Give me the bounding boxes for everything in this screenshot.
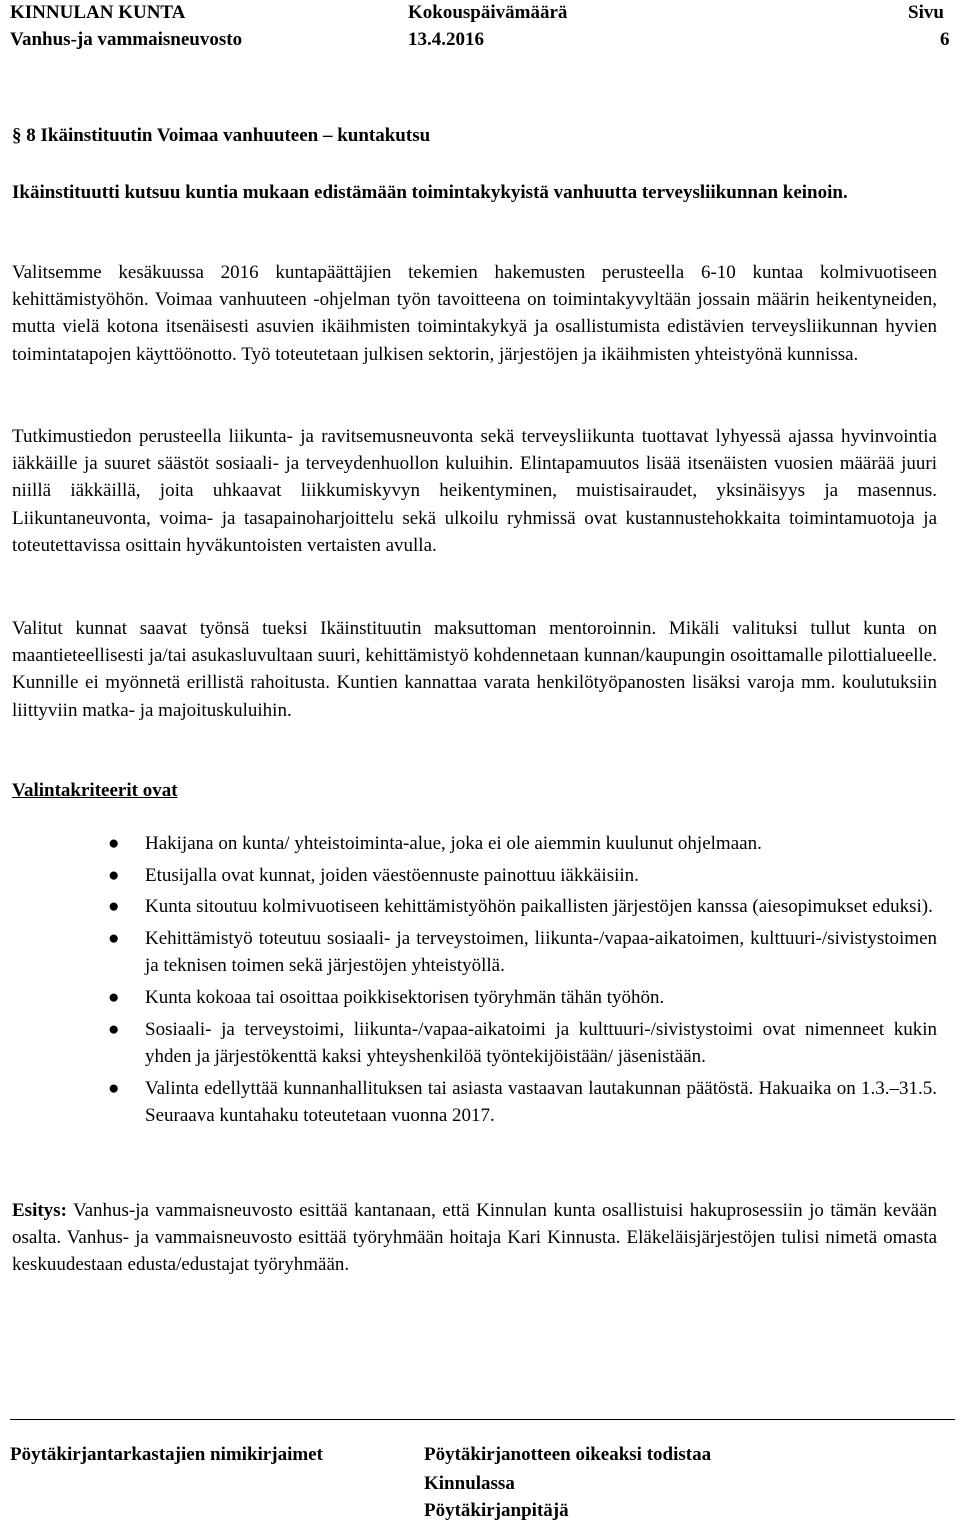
footer-certified-label: Pöytäkirjanotteen oikeaksi todistaa [424,1444,712,1465]
paragraph-1: Valitsemme kesäkuussa 2016 kuntapäättäjien tekemien hakemusten perusteella 6-10 kuntaa kolmivuotiseen kehittämistyöhön. Voimaa vanhuuteen -ohjelman työn tavoitteena on toimintakyvyltään jossain määrin heikentyneiden, mutta vielä kotona itsenäisesti asuvien ikäihmisten toimintakykyä ja osallistumista edistävien terveysliikunnan hyvien toimintatapojen käyttöönotto. Työ toteutetaan julkisen sektorin, järjestöjen ja ikäihmisten yhteistyönä kunnissa. [12,262,937,365]
bullet-icon: ● [108,1018,120,1040]
proposal-label: Esitys: [12,1200,67,1221]
footer-place: Kinnulassa [424,1473,515,1494]
paragraph-2: Tutkimustiedon perusteella liikunta- ja ravitsemusneuvonta sekä terveysliikunta tuottavat lyhyessä ajassa hyvinvointia iäkkäille ja suuret säästöt sosiaali- ja terveydenhuollon kuluihin. Elintapamuutos lisää itsenäisten vuosien määrää juuri niillä iäkkäillä, joita uhkaavat liikkumiskyvyn heikentyminen, muistisairaudet, yksinäisyys ja masennus. Liikuntaneuvonta, voima- ja tasapainoharjoittelu sekä ulkoilu ryhmissä ovat kustannustehokkaita toimintamuotoja ja toteutettavissa osittain hyväkuntoisten vertaisten avulla. [12,426,937,556]
criteria-list [0,830,937,1134]
page-number: 6 [940,29,950,50]
footer-divider [10,1419,955,1420]
bullet-icon: ● [108,833,120,854]
proposal-paragraph [12,1197,937,1279]
list-item: ● Valinta edellyttää kunnanhallituksen tai asiasta vastaavan lautakunnan päätöstä. Hakuaika on 1.3.–31.5. Seuraava kuntahaku toteutetaan vuonna 2017. [0,1075,937,1129]
bullet-icon: ● [108,928,120,950]
bullet-icon: ● [108,1077,120,1099]
lead-paragraph: Ikäinstituutti kutsuu kuntia mukaan edistämään toimintakykyistä vanhuutta terveysliikunnan keinoin. [12,182,848,203]
footer-initials-label: Pöytäkirjantarkastajien nimikirjaimet [10,1444,323,1465]
board-name: Vanhus-ja vammaisneuvosto [10,29,243,50]
bullet-icon: ● [108,864,120,886]
list-item: ● Kunta kokoaa tai osoittaa poikkisektorisen työryhmän tähän työhön. [0,984,937,1011]
date-label: Kokouspäivämäärä [408,2,568,23]
list-item: ● Etusijalla ovat kunnat, joiden väestöennuste painottuu iäkkäisiin. [0,862,937,889]
paragraph-3: Valitut kunnat saavat työnsä tueksi Ikäinstituutin maksuttoman mentoroinnin. Mikäli valituksi tullut kunta on maantieteellisesti ja/tai asukasluvultaan suuri, kehittämistyö kohdennetaan kunnan/kaupungin osoittamalle pilottialueelle. Kunnille ei myönnetä erillistä rahoitusta. Kuntien kannattaa varata henkilötyöpanosten lisäksi varoja mm. koulutuksiin liittyviin matka- ja majoituskuluihin. [12,618,937,721]
bullet-icon: ● [108,987,120,1009]
list-item: ● Kunta sitoutuu kolmivuotiseen kehittämistyöhön paikallisten järjestöjen kanssa (aiesopimukset eduksi). [0,893,937,920]
page-label: Sivu [908,2,944,23]
footer-keeper-label: Pöytäkirjanpitäjä [424,1500,569,1521]
list-item: ● Kehittämistyö toteutuu sosiaali- ja terveystoimen, liikunta-/vapaa-aikatoimen, kulttuuri-/sivistystoimen ja teknisen toimen sekä järjestöjen yhteistyöllä. [0,925,937,979]
criteria-heading: Valintakriteerit ovat [12,780,178,801]
proposal-text: Vanhus-ja vammaisneuvosto esittää kantanaan, että Kinnulan kunta osallistuisi hakuprosessiin jo tämän kevään osalta. Vanhus- ja vammaisneuvosto esittää työryhmään hoitaja Kari Kinnusta. Eläkeläisjärjestöjen tulisi nimetä omasta keskuudestaan edusta/edustajat työryhmään. [12,1200,937,1276]
list-item: ● Hakijana on kunta/ yhteistoiminta-alue, joka ei ole aiemmin kuulunut ohjelmaan. [0,830,937,857]
meeting-date: 13.4.2016 [408,29,484,50]
bullet-icon: ● [108,896,120,918]
section-title: § 8 Ikäinstituutin Voimaa vanhuuteen – kuntakutsu [12,125,431,146]
municipality-name: KINNULAN KUNTA [10,2,186,23]
list-item: ● Sosiaali- ja terveystoimi, liikunta-/vapaa-aikatoimi ja kulttuuri-/sivistystoimi ovat nimenneet kukin yhden ja järjestökenttä kaksi yhteyshenkilöä työntekijöistään/ jäsenistään. [0,1016,937,1070]
